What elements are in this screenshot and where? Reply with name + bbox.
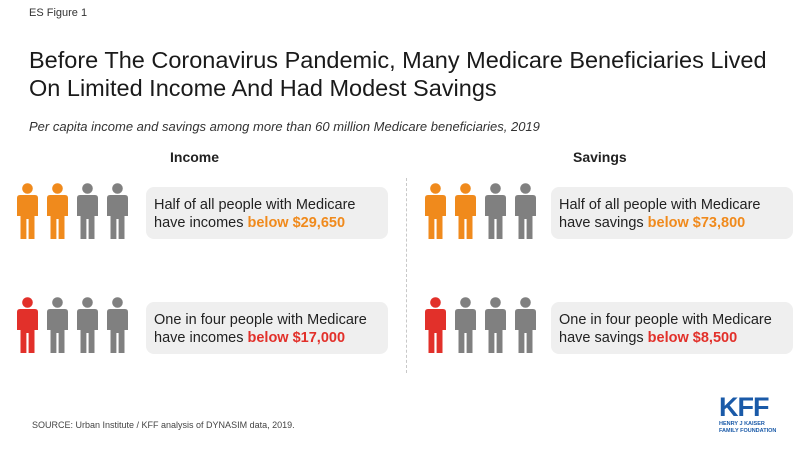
page-title: Before The Coronavirus Pandemic, Many Medicare Beneficiaries Lived On Limited Income And Had Modest Savings (29, 47, 767, 101)
person-icon (77, 183, 98, 239)
column-divider (406, 178, 407, 373)
people-icons-income-half (14, 183, 139, 241)
person-icon (425, 183, 446, 239)
logo-line-2: FAMILY FOUNDATION (719, 427, 777, 434)
income-heading: Income (170, 149, 220, 165)
callout-line-2: have savings below $73,800 (559, 215, 746, 231)
person-icon (485, 183, 506, 239)
callout-line-1: Half of all people with Medicare (154, 197, 356, 213)
kff-logo (719, 394, 789, 434)
savings-quarter-callout (551, 302, 793, 354)
callout-line-2: have savings below $8,500 (559, 330, 738, 346)
income-quarter-value: below $17,000 (247, 330, 346, 346)
person-icon (77, 297, 98, 353)
income-half-callout (146, 187, 388, 239)
callout-line-1: One in four people with Medicare (154, 312, 367, 328)
callout-line-2: have incomes below $17,000 (154, 330, 346, 346)
person-icon (107, 297, 128, 353)
person-icon (47, 297, 68, 353)
callout-line-1: Half of all people with Medicare (559, 197, 761, 213)
people-icons-savings-half (422, 183, 547, 241)
income-quarter-callout (146, 302, 388, 354)
income-half-value: below $29,650 (247, 215, 346, 231)
people-icons-income-quarter (14, 297, 139, 355)
person-icon (17, 183, 38, 239)
page-subtitle: Per capita income and savings among more than 60 million Medicare beneficiaries, 2019 (29, 119, 540, 134)
person-icon (107, 183, 128, 239)
people-icons-savings-quarter (422, 297, 547, 355)
person-icon (455, 297, 476, 353)
callout-line-1: One in four people with Medicare (559, 312, 772, 328)
person-icon (47, 183, 68, 239)
savings-half-value: below $73,800 (647, 215, 746, 231)
callout-line-2: have incomes below $29,650 (154, 215, 346, 231)
source-note: SOURCE: Urban Institute / KFF analysis of DYNASIM data, 2019. (32, 420, 295, 430)
logo-wordmark: KFF (719, 392, 769, 422)
person-icon (485, 297, 506, 353)
savings-heading: Savings (573, 149, 627, 165)
person-icon (455, 183, 476, 239)
savings-quarter-value: below $8,500 (647, 330, 738, 346)
logo-line-1: HENRY J KAISER (719, 421, 765, 427)
person-icon (515, 297, 536, 353)
figure-label: ES Figure 1 (29, 7, 88, 19)
person-icon (17, 297, 38, 353)
person-icon (515, 183, 536, 239)
person-icon (425, 297, 446, 353)
savings-half-callout (551, 187, 793, 239)
